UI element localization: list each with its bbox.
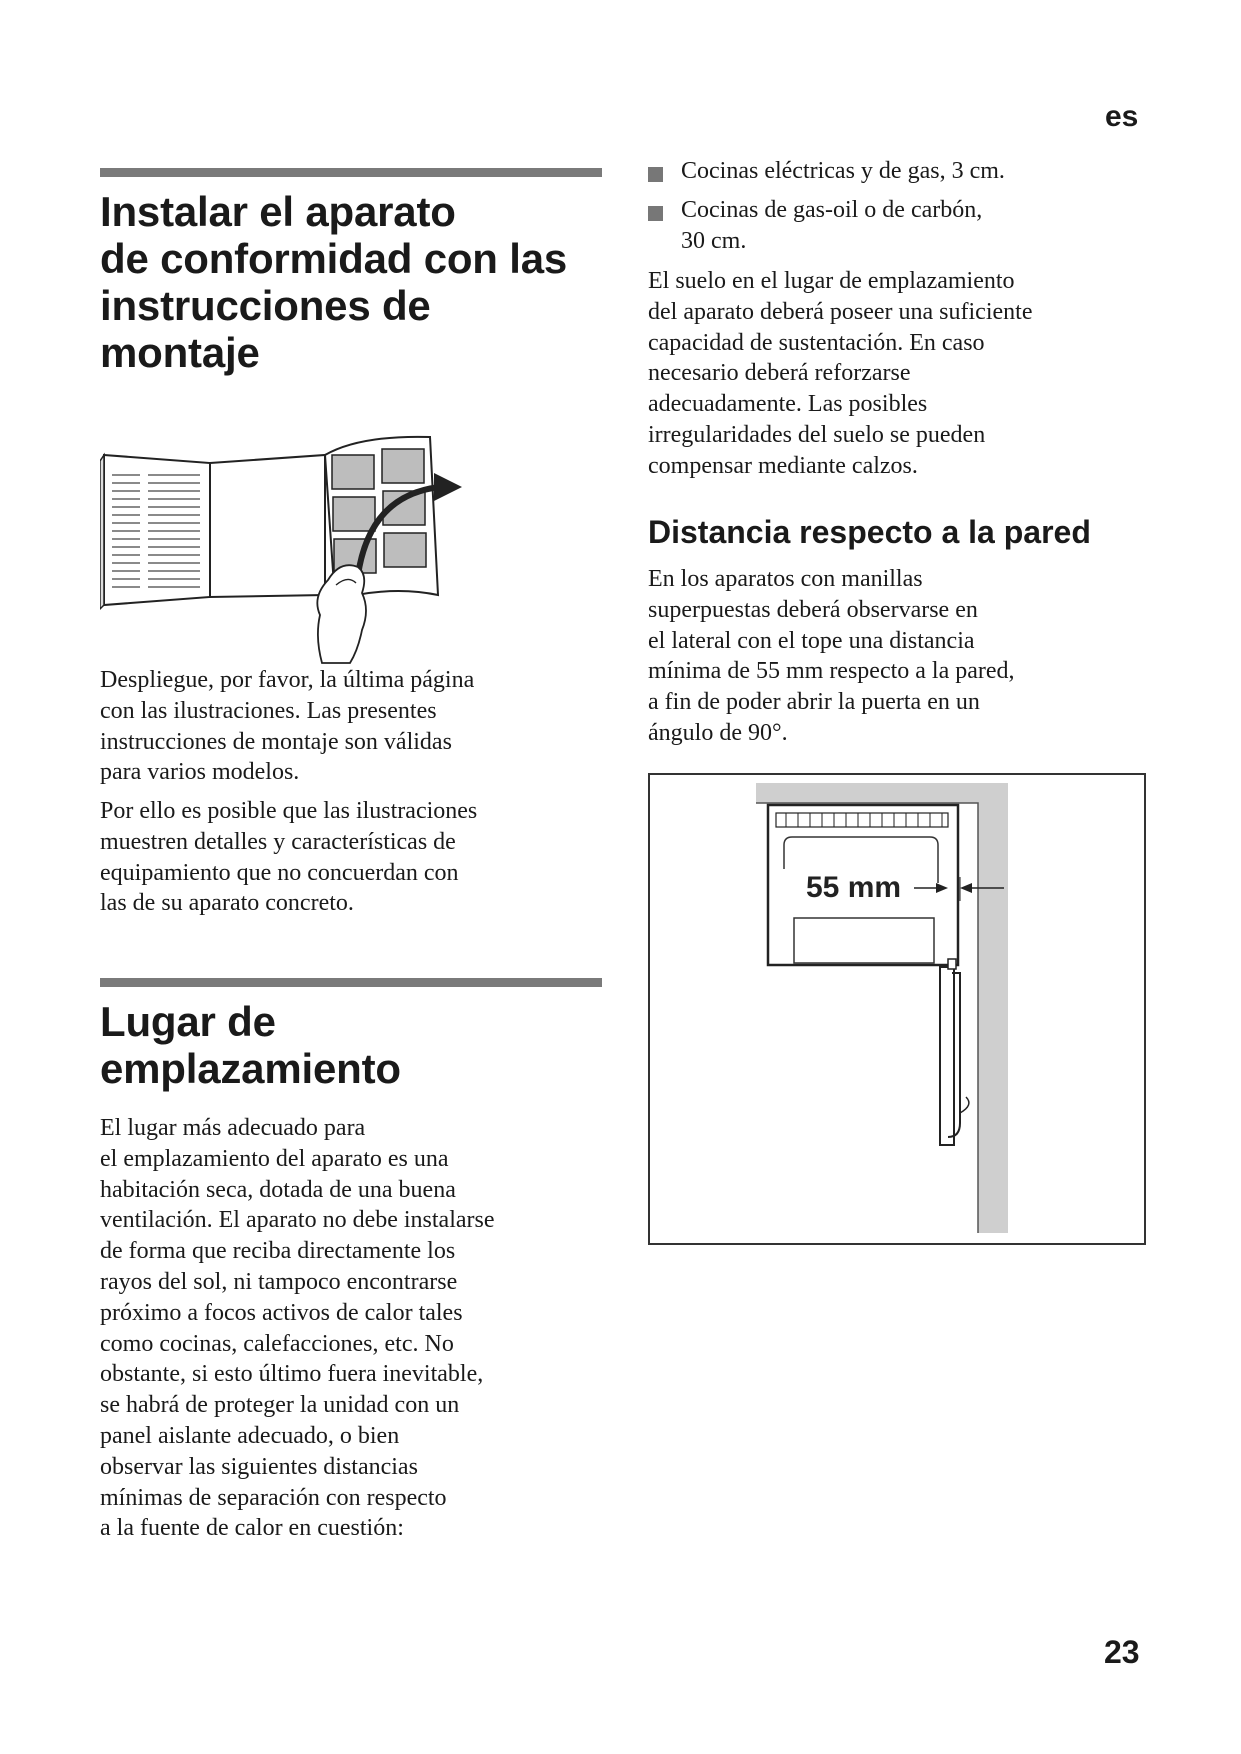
paragraph-location: El lugar más adecuado para el emplazamiento del aparato es una habitación seca, dotada de una buena ventilación. El aparato no debe instalarse de forma que reciba directamente los rayos del sol, ni tampoco encontrarse próximo a focos activos de calor tales como cocinas, calefacciones, etc. No obstante, si esto último fuera inevitable, se habrá de proteger la unidad con un panel aislante adecuado, o bien observar las siguientes distancias mínimas de separación con respecto a la fuente de calor en cuestión: xyxy=(100,1115,495,1542)
door-handle xyxy=(940,967,954,1145)
bullet-square-icon xyxy=(648,206,663,221)
paragraph-wall-distance: En los aparatos con manillas superpuestas deberá observarse en el lateral con el tope una distancia mínima de 55 mm respecto a la pared, a fin de poder abrir la puerta en un ángulo de 90°. xyxy=(648,566,1015,746)
page-number: 23 xyxy=(1104,1634,1140,1670)
subsection-title-wall: Distancia respecto a la pared xyxy=(648,514,1091,550)
wall-distance-diagram xyxy=(648,773,1148,1247)
section-title-install: Instalar el aparato de conformidad con las instrucciones de montaje xyxy=(100,188,568,376)
wall-section xyxy=(756,783,1008,803)
paragraph-models: Por ello es posible que las ilustraciones muestren detalles y características de equipamiento que no concuerdan con las de su aparato concreto. xyxy=(100,798,478,917)
distance-list xyxy=(648,156,1071,264)
list-item: Cocinas eléctricas y de gas, 3 cm. xyxy=(648,156,1071,187)
section-rule-location xyxy=(100,978,602,987)
paragraph-foldout: Despliegue, por favor, la última página con las ilustraciones. Las presentes instrucciones de montaje son válidas para varios modelos. xyxy=(100,667,475,786)
paragraph-floor: El suelo en el lugar de emplazamiento del aparato deberá poseer una suficiente capacidad de sustentación. En caso necesario deberá reforzarse adecuadamente. Las posibles irregularidades del suelo se pueden compensar mediante calzos. xyxy=(648,268,1033,479)
list-item: Cocinas de gas-oil o de carbón, 30 cm. xyxy=(648,195,1071,257)
section-rule-top xyxy=(100,168,602,177)
language-code: es xyxy=(1105,100,1139,133)
booklet-illustration xyxy=(100,425,480,665)
section-title-location: Lugar de emplazamiento xyxy=(100,998,401,1092)
distance-label: 55 mm xyxy=(806,871,902,904)
bullet-square-icon xyxy=(648,167,663,182)
